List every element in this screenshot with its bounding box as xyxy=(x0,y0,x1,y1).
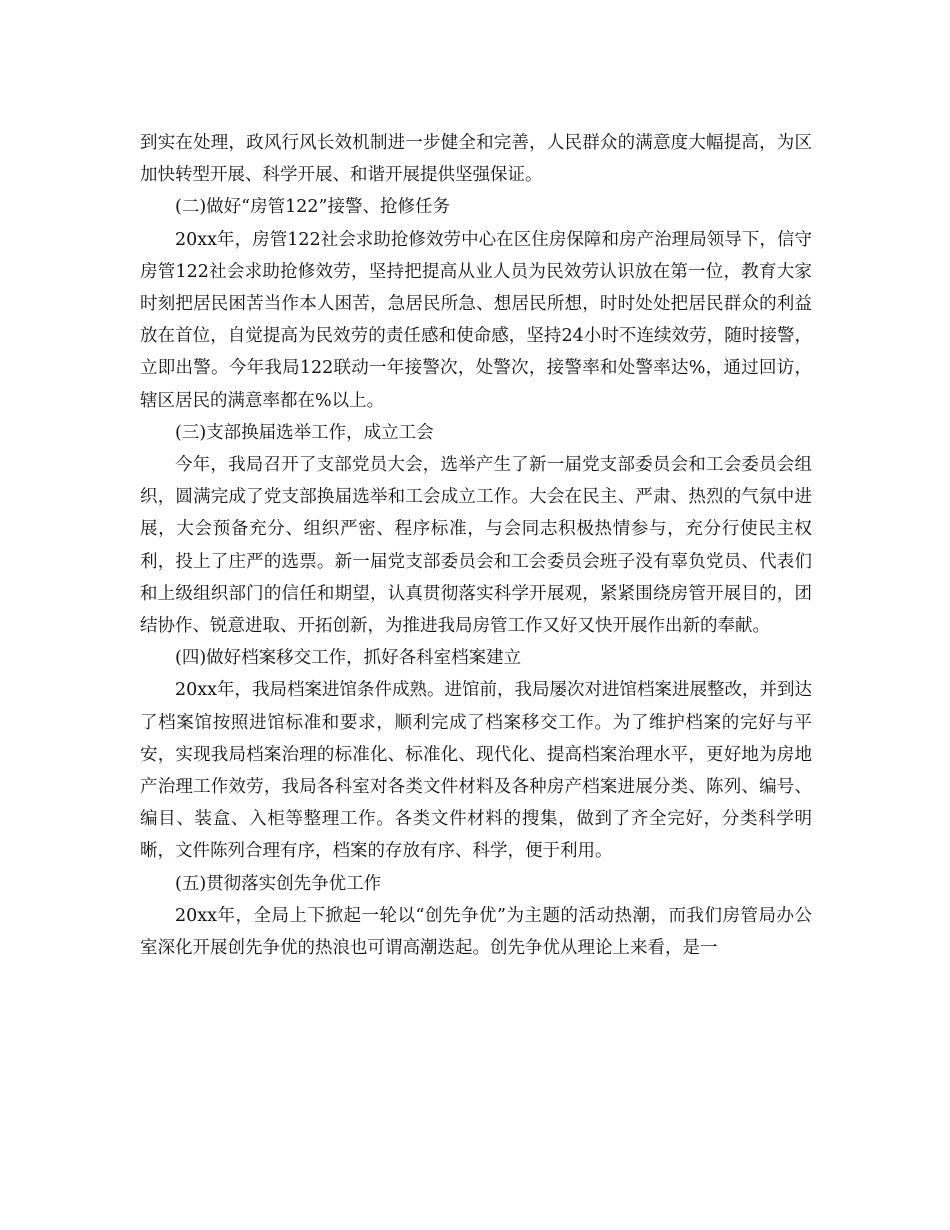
paragraph-excellence: 20xx年，全局上下掀起一轮以“创先争优”为主题的活动热潮，而我们房管局办公室深化开展创先争优的热浪也可谓高潮迭起。创先争优从理论上来看，是一 xyxy=(140,905,812,959)
section-heading-5: (五)贯彻落实创先争优工作 xyxy=(175,873,382,894)
paragraph-continuation: 到实在处理，政风行风长效机制进一步健全和完善，人民群众的满意度大幅提高，为区加快转型开展、科学开展、和谐开展提供坚强保证。 xyxy=(140,133,812,186)
paragraph-archives: 20xx年，我局档案进馆条件成熟。进馆前，我局屡次对进馆档案进展整改，并到达了档案馆按照进馆标准和要求，顺利完成了档案移交工作。为了维护档案的完好与平安，实现我局档案治理的标准化、标准化、现代化、提高档案治理水平，更好地为房地产治理工作效劳，我局各科室对各类文件材料及各种房产档案进展分类、陈列、编号、编目、装盒、入柜等整理工作。各类文件材料的搜集，做到了齐全完好，分类科学明晰，文件陈列合理有序，档案的存放有序、科学，便于利用。 xyxy=(140,680,813,862)
document-body xyxy=(140,127,812,964)
paragraph-repair-service: 20xx年，房管122社会求助抢修效劳中心在区住房保障和房产治理局领导下，信守房管122社会求助抢修效劳，坚持把提高从业人员为民效劳认识放在第一位，教育大家时刻把居民困苦当作本人困苦，急居民所急、想居民所想，时时处处把居民群众的利益放在首位，自觉提高为民效劳的责任感和使命感，坚持24小时不连续效劳，随时接警，立即出警。今年我局122联动一年接警次，处警次，接警率和处警率达%，通过回访，辖区居民的满意率都在%以上。 xyxy=(140,229,812,411)
section-heading-4: (四)做好档案移交工作，抓好各科室档案建立 xyxy=(175,648,522,669)
paragraph-election: 今年，我局召开了支部党员大会，选举产生了新一届党支部委员会和工会委员会组织，圆满完成了党支部换届选举和工会成立工作。大会在民主、严肃、热烈的气氛中进展，大会预备充分、组织严密、程序标准，与会同志积极热情参与，充分行使民主权利，投上了庄严的选票。新一届党支部委员会和工会委员会班子没有辜负党员、代表们和上级组织部门的信任和期望，认真贯彻落实科学开展观，紧紧围绕房管开展目的，团结协作、锐意进取、开拓创新，为推进我局房管工作又好又快开展作出新的奉献。 xyxy=(140,455,812,637)
section-heading-3: (三)支部换届选举工作，成立工会 xyxy=(175,422,434,443)
section-heading-2: (二)做好“房管122”接警、抢修任务 xyxy=(175,197,450,218)
